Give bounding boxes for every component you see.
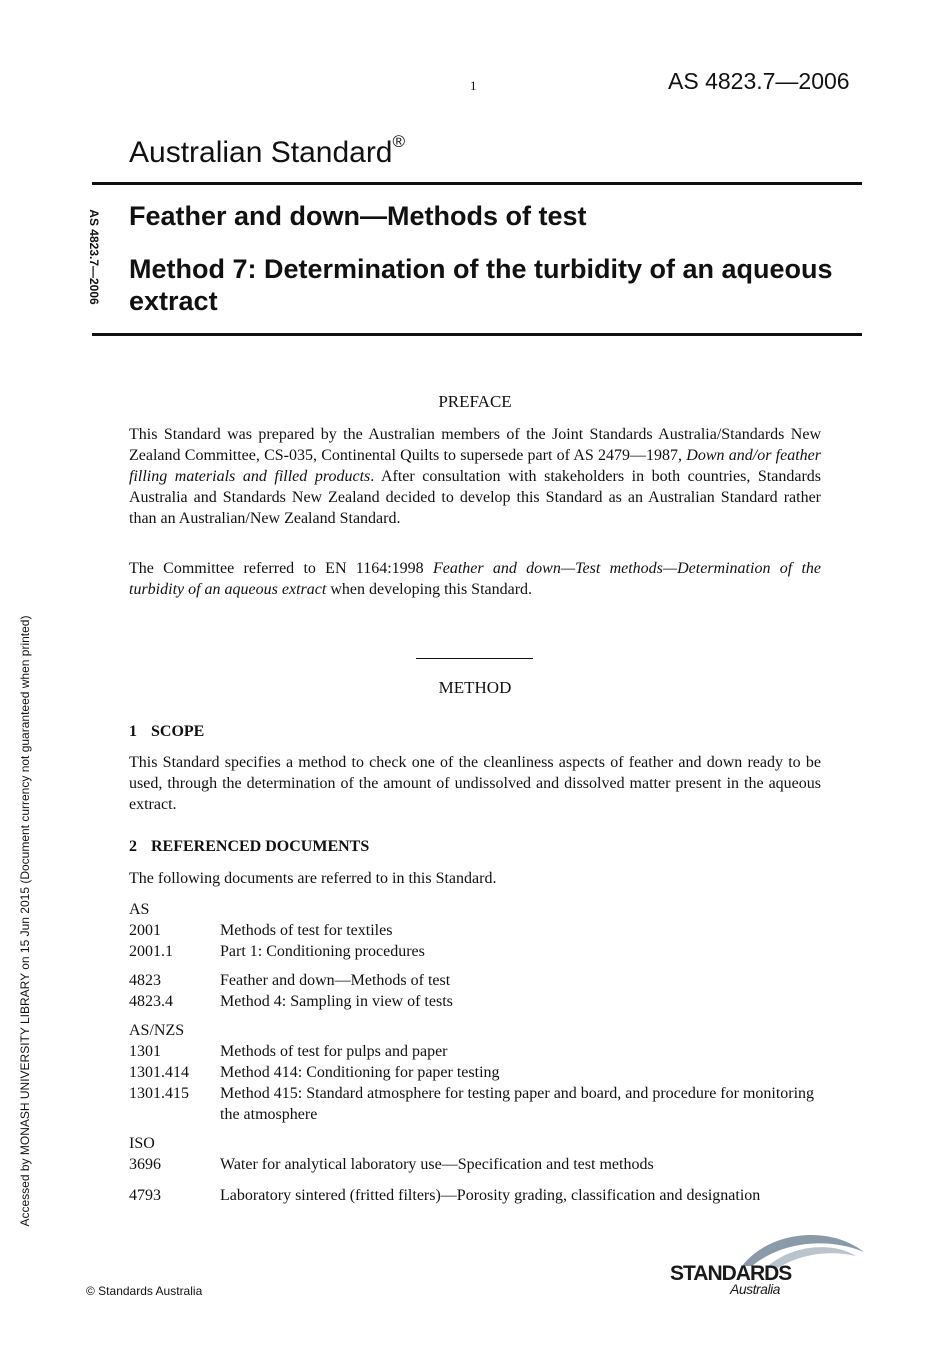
title-top-rule: [92, 182, 862, 185]
standards-australia-logo: [668, 1226, 868, 1298]
reference-group-as: [129, 899, 821, 962]
reference-title: Method 415: Standard atmosphere for testing paper and board, and procedure for monitoring the atmosphere: [220, 1085, 815, 1123]
reference-row: [129, 1185, 821, 1206]
standard-type-title: [129, 132, 406, 170]
reference-code: 4823.4: [129, 993, 173, 1010]
reference-title: Water for analytical laboratory use—Specification and test methods: [220, 1156, 654, 1173]
reference-group-iso-4793: [129, 1185, 821, 1206]
reference-row: [129, 1062, 821, 1083]
reference-row: [129, 920, 821, 941]
reference-row: [129, 970, 821, 991]
section-divider: [416, 658, 533, 659]
reference-title: Method 414: Conditioning for paper testing: [220, 1064, 500, 1081]
preface-paragraph-2: [129, 558, 821, 600]
method-heading: METHOD: [438, 678, 512, 697]
reference-code: 4823: [129, 972, 161, 989]
access-notice: Accessed by MONASH UNIVERSITY LIBRARY on 15 Jun 2015 (Document currency not guaranteed when printed): [18, 615, 32, 1227]
logo-sub-text: Australia: [730, 1281, 780, 1297]
section-scope-heading: [129, 723, 204, 741]
preface-paragraph-1: [129, 424, 821, 529]
standard-type-text: Australian Standard: [129, 136, 393, 169]
reference-code: 3696: [129, 1156, 161, 1173]
reference-org: ISO: [129, 1135, 155, 1152]
section-references-heading: [129, 838, 369, 856]
reference-title: Part 1: Conditioning procedures: [220, 943, 425, 960]
reference-row: [129, 1083, 821, 1125]
preface-p1-text: This Standard was prepared by the Australian members of the Joint Standards Australia/Standards New Zealand Committee, CS-035, Continental Quilts to supersede part of AS 2479—1987,: [129, 426, 821, 464]
preface-p2-text-end: when developing this Standard.: [326, 581, 533, 598]
reference-code: 1301.415: [129, 1085, 189, 1102]
reference-row: [129, 1154, 821, 1175]
reference-title: Method 4: Sampling in view of tests: [220, 993, 453, 1010]
preface-p1-text-end: . After consultation with stakeholders in both countries, Standards Australia and Standards New Zealand decided to develop this Standard as an Australian Standard rather than an Australian/New Zealand Standard.: [129, 468, 821, 527]
reference-group-as-4823: [129, 970, 821, 1012]
page-number: 1: [470, 78, 477, 93]
reference-code: 4793: [129, 1187, 161, 1204]
section-number: 2: [129, 838, 137, 855]
reference-group-iso: [129, 1133, 821, 1175]
copyright-notice: © Standards Australia: [86, 1284, 203, 1298]
reference-row: [129, 1041, 821, 1062]
reference-code: 1301: [129, 1043, 161, 1060]
reference-code: 1301.414: [129, 1064, 189, 1081]
section-number: 1: [129, 723, 137, 740]
scope-text: This Standard specifies a method to check one of the cleanliness aspects of feather and down ready to be used, through the determination of the amount of undissolved and dissolved matter present in the aqueous extract.: [129, 754, 821, 813]
reference-org: AS: [129, 901, 150, 918]
reference-org: AS/NZS: [129, 1022, 185, 1039]
title-bottom-rule: [92, 333, 862, 336]
reference-title: Feather and down—Methods of test: [220, 972, 451, 989]
document-id: AS 4823.7—2006: [668, 68, 850, 94]
reference-code: 2001: [129, 922, 161, 939]
preface-p2-italic: Feather and down—Test methods—Determination of the turbidity of an aqueous extract: [129, 560, 822, 598]
reference-title: Laboratory sintered (fritted filters)—Porosity grading, classification and designation: [220, 1187, 761, 1204]
reference-code: 2001.1: [129, 943, 173, 960]
preface-p2-text: The Committee referred to EN 1164:1998: [129, 560, 433, 577]
section-title: SCOPE: [151, 723, 205, 740]
preface-heading: PREFACE: [438, 392, 512, 411]
logo-brand-text: STANDARDS: [670, 1262, 792, 1285]
preface-p1-italic: Down and/or feather filling materials and filled products: [129, 447, 822, 485]
reference-group-asnzs: [129, 1020, 821, 1125]
registered-mark: ®: [392, 132, 406, 151]
reference-title: Methods of test for textiles: [220, 922, 393, 939]
reference-title: Methods of test for pulps and paper: [220, 1043, 448, 1060]
document-subtitle: Method 7: Determination of the turbidity of an aqueous extract: [129, 254, 833, 316]
reference-row: [129, 991, 821, 1012]
document-title: Feather and down—Methods of test: [129, 201, 587, 231]
reference-row: [129, 941, 821, 962]
section-title: REFERENCED DOCUMENTS: [151, 838, 370, 855]
side-document-id: AS 4823.7—2006: [87, 209, 101, 305]
references-intro: The following documents are referred to in this Standard.: [129, 870, 497, 887]
